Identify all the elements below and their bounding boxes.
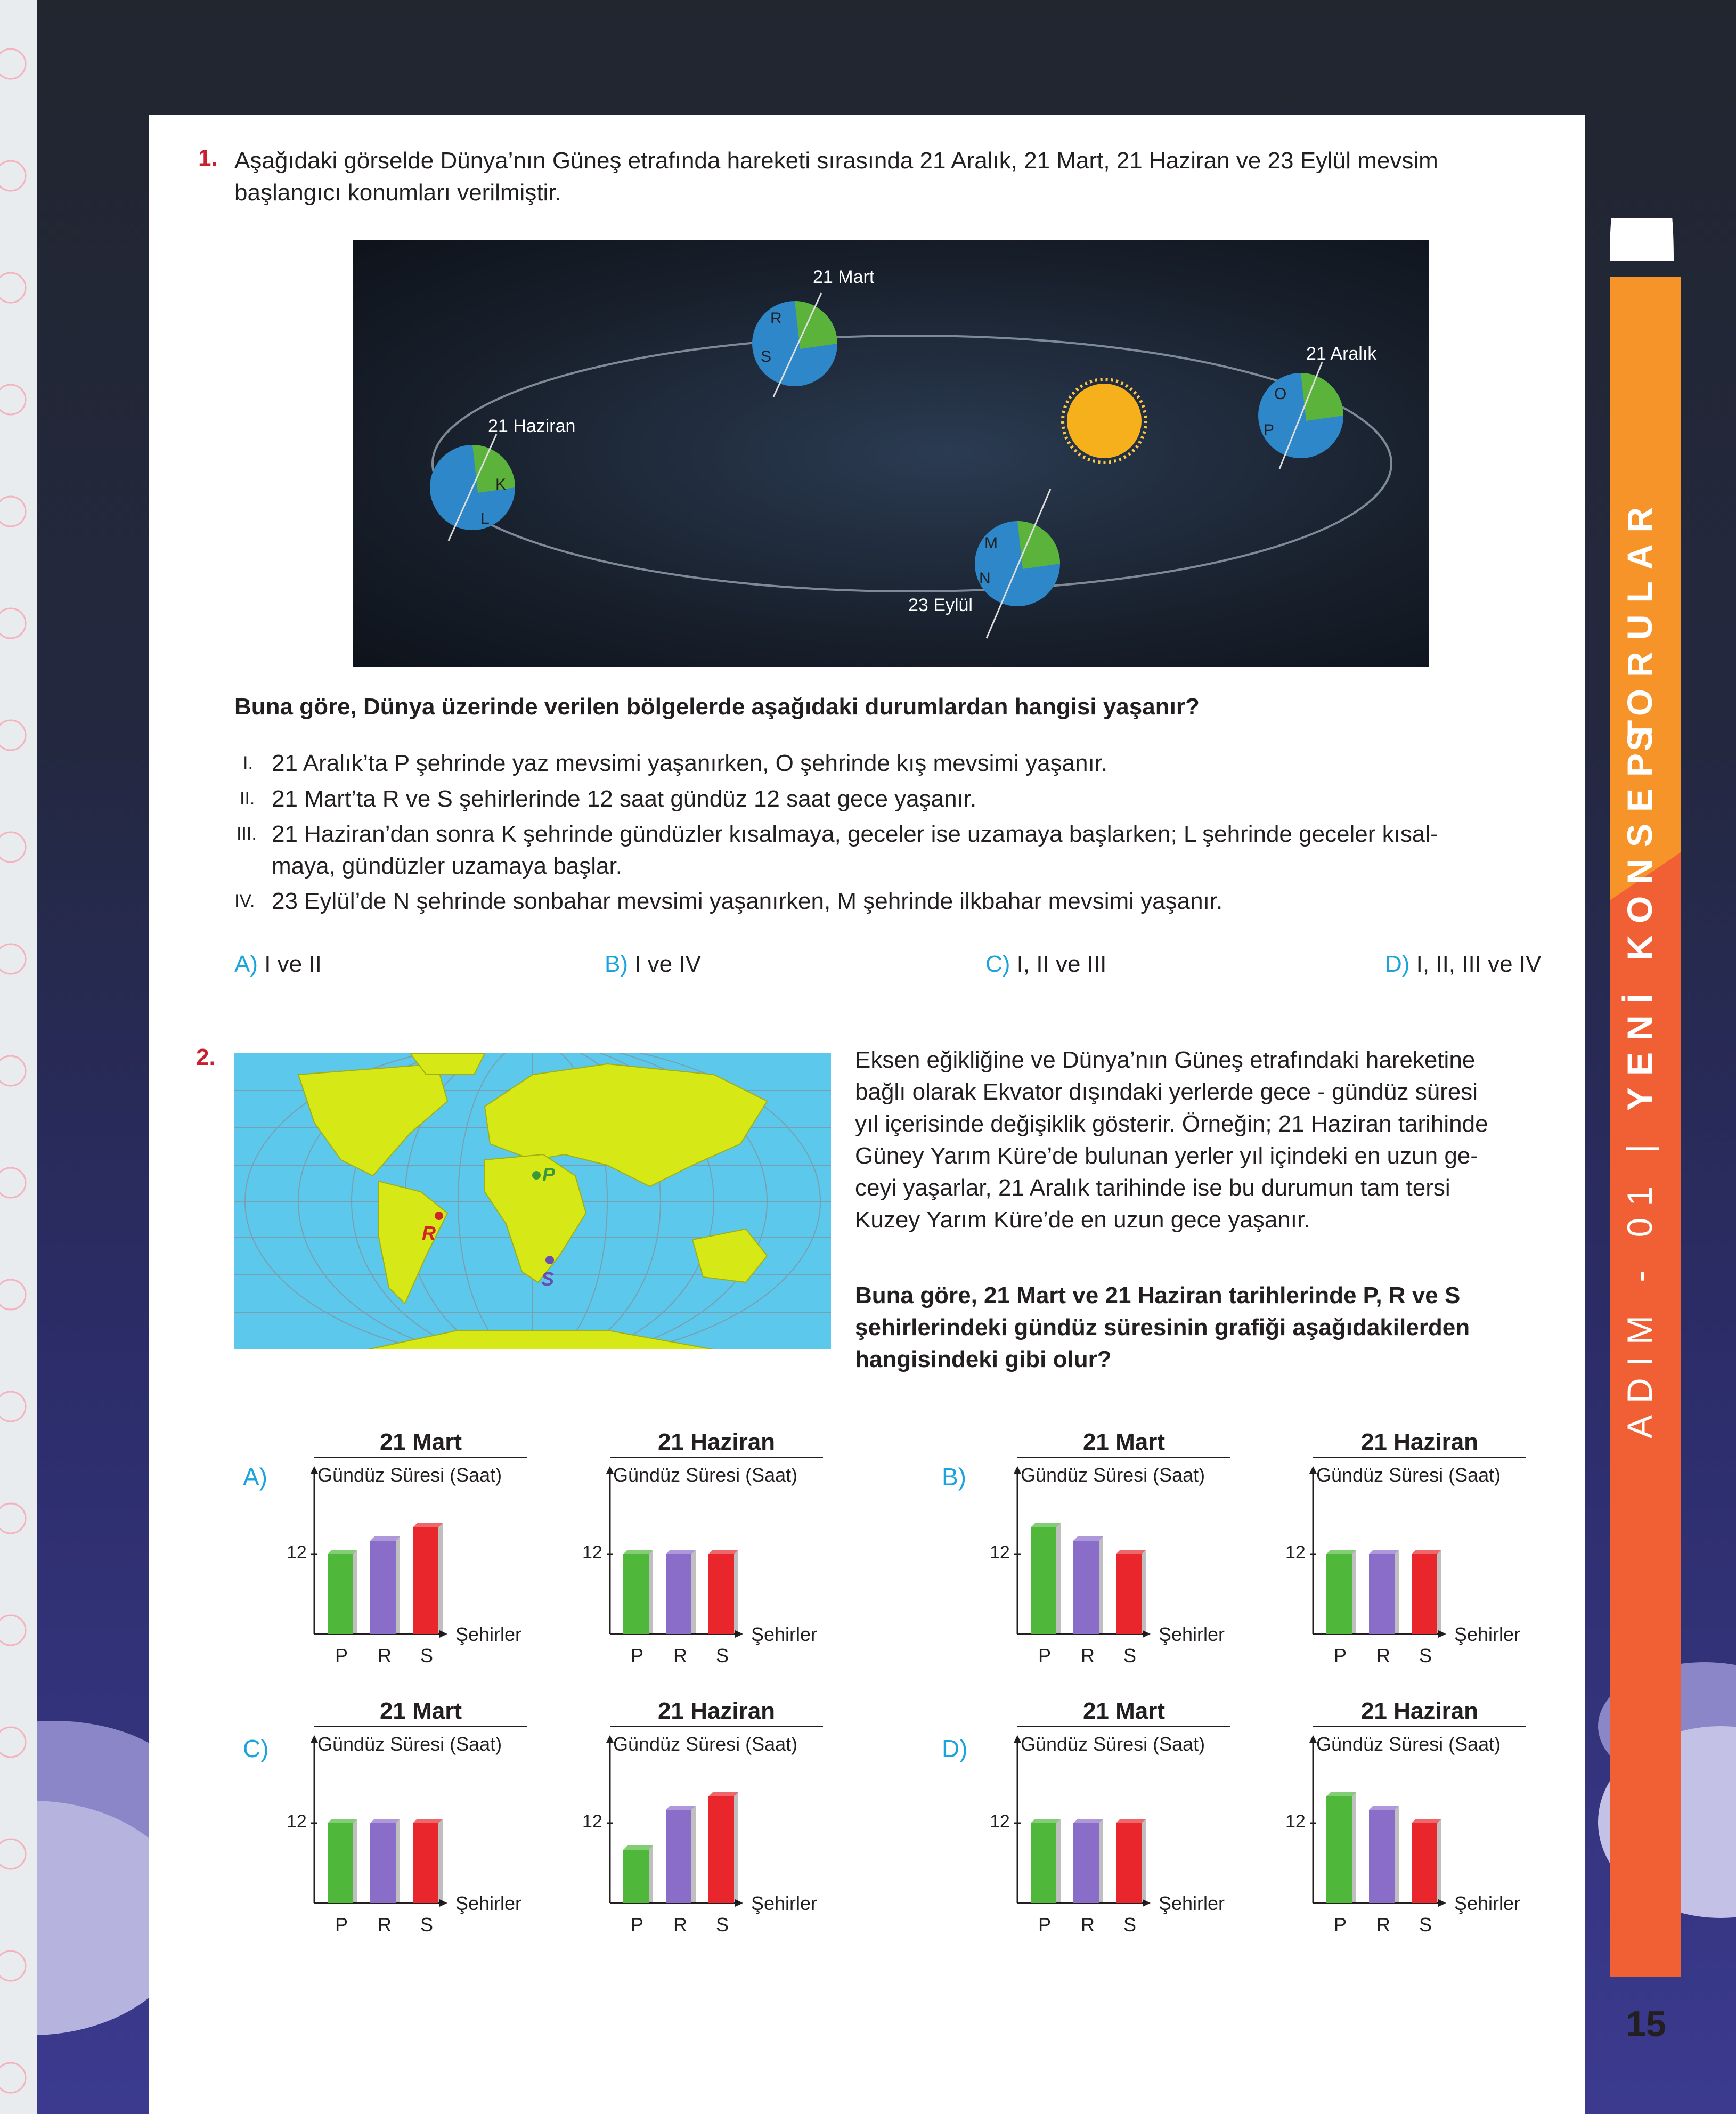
bar-S (1116, 1554, 1142, 1634)
bar-R (666, 1554, 691, 1634)
bar-top-S (1412, 1819, 1441, 1823)
option-letter: B) (605, 951, 628, 977)
bar-top-R (370, 1536, 400, 1541)
y-axis-label: Gündüz Süresi (Saat) (613, 1464, 798, 1486)
chart-title: 21 Mart (314, 1697, 527, 1727)
bar-side-P (649, 1845, 653, 1903)
prompt-line: Buna göre, 21 Mart ve 21 Haziran tarihlerinde P, R ve S (855, 1282, 1461, 1308)
category-label: R (1376, 1645, 1390, 1666)
bar-side-S (734, 1792, 738, 1903)
x-axis-label: Şehirler (455, 1623, 522, 1645)
bar-top-S (708, 1792, 738, 1796)
bar-side-P (353, 1550, 357, 1634)
bar-top-P (1031, 1523, 1061, 1527)
y-axis-label: Gündüz Süresi (Saat) (1021, 1733, 1205, 1755)
point-O: O (1274, 385, 1287, 403)
category-label: S (716, 1914, 729, 1936)
bar-side-R (691, 1806, 696, 1903)
bar-chart (573, 1697, 850, 1953)
x-axis-label: Şehirler (1454, 1623, 1521, 1645)
item-text-2: 21 Mart’ta R ve S şehirlerinde 12 saat gündüz 12 saat gece yaşanır. (272, 786, 977, 812)
category-label: R (378, 1645, 392, 1666)
left-margin-strip (0, 0, 37, 2114)
prompt-line: hangisindeki gibi olur? (855, 1346, 1112, 1372)
banner-separator: | (1620, 1132, 1659, 1153)
bar-top-R (1369, 1550, 1399, 1554)
bar-S (1412, 1823, 1437, 1903)
bar-top-S (708, 1550, 738, 1554)
bar-side-S (1437, 1550, 1441, 1634)
category-label: P (1038, 1645, 1052, 1666)
bar-side-S (1142, 1819, 1146, 1903)
y-axis-arrow (1014, 1466, 1021, 1474)
bar-S (708, 1796, 734, 1903)
chart-title: 21 Mart (1017, 1428, 1230, 1458)
orbit-diagram (353, 240, 1429, 667)
y-axis-label: Gündüz Süresi (Saat) (613, 1733, 798, 1755)
world-map-drawing (234, 1053, 831, 1349)
world-map (234, 1053, 831, 1349)
point-P: P (1264, 421, 1275, 439)
category-label: S (1419, 1914, 1432, 1936)
bar-side-P (1056, 1523, 1061, 1634)
category-label: R (1081, 1914, 1095, 1936)
point-R: R (770, 310, 782, 327)
bar-chart (980, 1428, 1257, 1684)
category-label: R (1081, 1645, 1095, 1666)
paragraph-line: Güney Yarım Küre’de bulunan yerler yıl içindeki en uzun ge- (855, 1143, 1478, 1169)
chart-title: 21 Haziran (1313, 1697, 1526, 1727)
paragraph-line: Eksen eğikliğine ve Dünya’nın Güneş etrafındaki hareketine (855, 1047, 1476, 1073)
point-M: M (984, 534, 998, 552)
bar-top-P (1326, 1550, 1356, 1554)
bar-chart (573, 1428, 850, 1684)
category-label: P (631, 1645, 644, 1666)
q2-option-d[interactable]: D) (942, 1735, 968, 1762)
y-axis-arrow (606, 1466, 614, 1474)
category-label: P (335, 1914, 348, 1936)
y-axis-label: Gündüz Süresi (Saat) (1021, 1464, 1205, 1486)
bar-side-R (1395, 1550, 1399, 1634)
label-21-haziran: 21 Haziran (488, 416, 576, 436)
option-text: I ve II (264, 951, 322, 977)
q1-option-a[interactable] (234, 948, 322, 980)
tick-label: 12 (990, 1542, 1010, 1563)
bar-side-P (1352, 1792, 1356, 1903)
y-axis-arrow (1309, 1735, 1317, 1743)
category-label: R (378, 1914, 392, 1936)
tick-label: 12 (1285, 1811, 1306, 1832)
bar-top-R (666, 1550, 696, 1554)
point-N: N (979, 570, 991, 587)
option-text: I ve IV (634, 951, 701, 977)
category-label: S (716, 1645, 729, 1666)
category-label: P (1334, 1645, 1347, 1666)
bar-P (328, 1554, 353, 1634)
tick-label: 12 (287, 1811, 307, 1832)
bar-R (370, 1823, 396, 1903)
paragraph-line: bağlı olarak Ekvator dışındaki yerlerde gece - gündüz süresi (855, 1079, 1478, 1105)
bar-P (328, 1823, 353, 1903)
bar-side-S (438, 1819, 443, 1903)
paragraph-line: ceyi yaşarlar, 21 Aralık tarihinde ise bu durumun tam tersi (855, 1175, 1450, 1201)
tick-label: 12 (287, 1542, 307, 1563)
bar-side-P (649, 1550, 653, 1634)
banner-step: ADIM - 01 (1620, 1174, 1659, 1438)
option-letter: D) (1385, 951, 1410, 977)
y-axis-arrow (606, 1735, 614, 1743)
y-axis-label: Gündüz Süresi (Saat) (317, 1733, 502, 1755)
q1-option-b[interactable] (605, 948, 701, 980)
point-L: L (480, 510, 490, 527)
y-axis-label: Gündüz Süresi (Saat) (1316, 1733, 1501, 1755)
bar-top-S (1412, 1550, 1441, 1554)
prompt-line: şehirlerindeki gündüz süresinin grafiği aşağıdakilerden (855, 1314, 1470, 1340)
bar-side-S (734, 1550, 738, 1634)
bar-top-P (1031, 1819, 1061, 1823)
q2-option-c[interactable]: C) (243, 1735, 269, 1762)
bar-top-S (1116, 1819, 1146, 1823)
chart-title: 21 Haziran (610, 1428, 823, 1458)
x-axis-label: Şehirler (1159, 1892, 1225, 1914)
category-label: S (1123, 1645, 1137, 1666)
label-21-aralik: 21 Aralık (1306, 344, 1377, 364)
bar-top-R (1369, 1806, 1399, 1810)
paragraph-line: Kuzey Yarım Küre’de en uzun gece yaşanır. (855, 1207, 1310, 1233)
y-axis-label: Gündüz Süresi (Saat) (1316, 1464, 1501, 1486)
bar-P (623, 1554, 649, 1634)
tick-label: 12 (582, 1542, 602, 1563)
item-text-3a: 21 Haziran’dan sonra K şehrinde gündüzler kısalmaya, geceler ise uzamaya başlarken; L şehrinde geceler kısal- (272, 821, 1438, 847)
bar-side-S (438, 1523, 443, 1634)
category-label: P (335, 1645, 348, 1666)
bar-S (413, 1527, 438, 1634)
bar-top-P (328, 1819, 357, 1823)
map-point-P: P (542, 1164, 556, 1185)
chart-title: 21 Haziran (1313, 1428, 1526, 1458)
bar-top-R (666, 1806, 696, 1810)
y-axis-label: Gündüz Süresi (Saat) (317, 1464, 502, 1486)
bar-side-R (1099, 1819, 1103, 1903)
bar-P (1326, 1796, 1352, 1903)
x-axis-label: Şehirler (1454, 1892, 1521, 1914)
option-text: I, II, III ve IV (1416, 951, 1542, 977)
option-letter: A) (234, 951, 258, 977)
q2-option-a[interactable]: A) (243, 1463, 267, 1491)
tick-label: 12 (582, 1811, 602, 1832)
bar-side-R (691, 1550, 696, 1634)
bar-side-R (1395, 1806, 1399, 1903)
category-label: P (1334, 1914, 1347, 1936)
bar-chart (277, 1428, 554, 1684)
x-axis-label: Şehirler (751, 1623, 818, 1645)
question-1-prompt: Buna göre, Dünya üzerinde verilen bölgelerde aşağıdaki durumlardan hangisi yaşanır? (234, 694, 1200, 720)
bar-R (1073, 1823, 1099, 1903)
bar-R (1073, 1541, 1099, 1634)
q2-option-b[interactable]: B) (942, 1463, 966, 1491)
bar-S (1116, 1823, 1142, 1903)
item-text-1: 21 Aralık’ta P şehrinde yaz mevsimi yaşanırken, O şehrinde kış mevsimi yaşanır. (272, 750, 1108, 776)
bar-side-P (353, 1819, 357, 1903)
watermark-pattern (0, 0, 37, 2114)
item-roman-1: I. (243, 753, 253, 773)
bar-side-P (1056, 1819, 1061, 1903)
banner-sorular: SORULAR (1620, 495, 1659, 752)
q1-option-d[interactable] (1385, 948, 1541, 980)
banner-title: YENİ KONSEPT (1620, 708, 1659, 1111)
chart-title: 21 Haziran (610, 1697, 823, 1727)
question-1-stem: Aşağıdaki görselde Dünya’nın Güneş etrafında hareketi sırasında 21 Aralık, 21 Mart, 21 Haziran ve 23 Eylül mevsim başlangıcı konumları verilmiştir. (234, 148, 1438, 206)
bar-side-R (396, 1536, 400, 1634)
question-2-paragraph (855, 1044, 1550, 1236)
page-number: 15 (1626, 2004, 1666, 2044)
bar-top-P (1326, 1792, 1356, 1796)
bar-chart (980, 1697, 1257, 1953)
category-label: R (1376, 1914, 1390, 1936)
y-axis-arrow (1309, 1466, 1317, 1474)
bar-side-S (1142, 1550, 1146, 1634)
q1-option-c[interactable] (985, 948, 1106, 980)
item-text-3b: maya, gündüzler uzamaya başlar. (272, 853, 622, 879)
bar-P (623, 1850, 649, 1903)
banner-text (1619, 708, 1662, 1438)
question-1-number: 1. (198, 145, 218, 171)
point-S: S (761, 348, 772, 365)
bar-top-S (413, 1523, 443, 1527)
bar-R (1369, 1554, 1395, 1634)
category-label: S (420, 1914, 434, 1936)
category-label: P (1038, 1914, 1052, 1936)
side-banner (1603, 218, 1681, 1977)
chart-title: 21 Mart (1017, 1697, 1230, 1727)
map-point-S: S (541, 1268, 555, 1290)
bar-top-P (623, 1845, 653, 1850)
option-text: I, II ve III (1016, 951, 1107, 977)
bar-side-S (1437, 1819, 1441, 1903)
point-K: K (495, 476, 507, 493)
bar-P (1031, 1823, 1056, 1903)
category-label: S (1123, 1914, 1137, 1936)
bar-top-S (1116, 1550, 1146, 1554)
item-text-4: 23 Eylül’de N şehrinde sonbahar mevsimi yaşanırken, M şehrinde ilkbahar mevsimi yaşanır. (272, 888, 1223, 914)
question-2-number: 2. (196, 1044, 216, 1070)
bar-R (1369, 1810, 1395, 1903)
category-label: S (1419, 1645, 1432, 1666)
bar-chart (277, 1697, 554, 1953)
item-roman-2: II. (240, 788, 255, 809)
bar-top-P (623, 1550, 653, 1554)
bar-S (708, 1554, 734, 1634)
bar-side-P (1352, 1550, 1356, 1634)
map-point-R: R (422, 1222, 436, 1244)
y-axis-arrow (1014, 1735, 1021, 1743)
category-label: S (420, 1645, 434, 1666)
item-roman-3: III. (237, 824, 257, 844)
bar-R (666, 1810, 691, 1903)
item-roman-4: IV. (234, 891, 255, 911)
bar-side-R (1099, 1536, 1103, 1634)
category-label: P (631, 1914, 644, 1936)
bar-P (1326, 1554, 1352, 1634)
x-axis-label: Şehirler (751, 1892, 818, 1914)
bar-P (1031, 1527, 1056, 1634)
x-axis-label: Şehirler (455, 1892, 522, 1914)
tick-label: 12 (1285, 1542, 1306, 1563)
bar-top-R (1073, 1536, 1103, 1541)
bar-chart (1276, 1697, 1553, 1953)
option-letter: C) (985, 951, 1010, 977)
category-label: R (673, 1645, 687, 1666)
question-2-prompt (855, 1280, 1550, 1376)
earth-orbit-figure (353, 240, 1429, 667)
y-axis-arrow (311, 1466, 318, 1474)
bar-top-R (1073, 1819, 1103, 1823)
bar-top-R (370, 1819, 400, 1823)
chart-title: 21 Mart (314, 1428, 527, 1458)
bar-top-P (328, 1550, 357, 1554)
bar-chart (1276, 1428, 1553, 1684)
bar-R (370, 1541, 396, 1634)
bar-S (413, 1823, 438, 1903)
category-label: R (673, 1914, 687, 1936)
bar-top-S (413, 1819, 443, 1823)
label-23-eylul: 23 Eylül (908, 595, 973, 615)
x-axis-label: Şehirler (1159, 1623, 1225, 1645)
bar-side-R (396, 1819, 400, 1903)
bar-S (1412, 1554, 1437, 1634)
tick-label: 12 (990, 1811, 1010, 1832)
label-21-mart: 21 Mart (813, 267, 875, 287)
y-axis-arrow (311, 1735, 318, 1743)
paragraph-line: yıl içerisinde değişiklik gösterir. Örneğin; 21 Haziran tarihinde (855, 1111, 1488, 1137)
